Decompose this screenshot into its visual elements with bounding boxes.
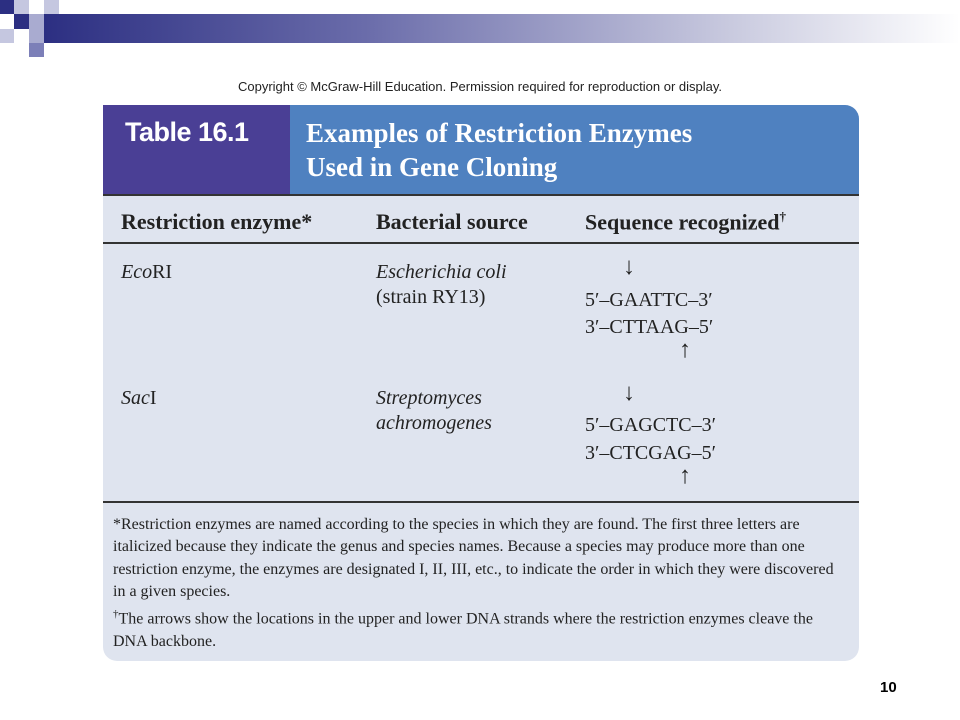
bacterial-strain: (strain RY13) [376, 286, 486, 308]
table-card [103, 105, 859, 661]
footnote-arrows [113, 603, 848, 653]
footnote-naming: *Restriction enzymes are named according to the species in which they are found. The first three letters are italicized because they indicate the genus and species names. Because a species may produce more than one restriction enzyme, the enzymes are designated I, II, III, etc., to indicate the order in which they were discovered in a given species. [113, 516, 834, 600]
enzyme-name [121, 386, 157, 411]
table-label: Table 16.1 [125, 117, 249, 147]
footnote-arrows-text: The arrows show the locations in the upper and lower DNA strands where the restriction enzymes cleave the DNA backbone. [113, 610, 813, 650]
table-header [103, 105, 859, 194]
decor-square [14, 14, 29, 29]
decor-square [0, 0, 14, 14]
decor-square [0, 29, 14, 43]
enzyme-name-genus: Sac [121, 387, 150, 409]
table-title-line1: Examples of Restriction Enzymes [306, 118, 693, 148]
cut-arrow-down-icon: ↓ [623, 380, 635, 406]
enzyme-name-suffix: RI [152, 261, 173, 283]
bacterial-source: Streptomyces [376, 387, 482, 409]
copyright-notice: Copyright © McGraw-Hill Education. Permission required for reproduction or display. [237, 79, 723, 94]
divider [103, 501, 859, 503]
slide-number: 10 [880, 679, 897, 696]
column-header-enzyme: Restriction enzyme* [121, 209, 313, 234]
cut-arrow-up-icon: ↑ [679, 337, 691, 363]
table-label-box [103, 105, 290, 194]
column-header-source: Bacterial source [376, 209, 528, 234]
bacterial-source: Escherichia coli [376, 261, 507, 283]
header-bar [44, 14, 960, 43]
dagger-mark: † [779, 209, 787, 224]
column-header-sequence-text: Sequence recognized [585, 209, 780, 235]
enzyme-name [121, 260, 172, 285]
bacterial-species: achromogenes [376, 412, 492, 434]
bottom-strand-sequence: 3′–CTCGAG–5′ [585, 442, 716, 464]
cut-arrow-down-icon: ↓ [623, 254, 635, 280]
divider [103, 194, 859, 196]
enzyme-name-suffix: I [149, 387, 157, 409]
table-title-box [290, 105, 859, 194]
decor-square [29, 14, 44, 29]
divider [103, 242, 859, 244]
column-header-sequence [585, 209, 786, 235]
dagger-mark: † [113, 608, 119, 621]
decor-square [29, 43, 44, 57]
enzyme-name-genus: Eco [121, 261, 153, 283]
cut-arrow-up-icon: ↑ [679, 463, 691, 489]
table-footnotes [113, 514, 848, 653]
bottom-strand-sequence: 3′–CTTAAG–5′ [585, 316, 714, 338]
decor-square [44, 0, 59, 14]
top-strand-sequence: 5′–GAGCTC–3′ [585, 414, 716, 436]
decor-square [29, 29, 44, 43]
table-title-line2: Used in Gene Cloning [306, 152, 558, 182]
decor-square [14, 0, 29, 14]
top-strand-sequence: 5′–GAATTC–3′ [585, 289, 713, 311]
